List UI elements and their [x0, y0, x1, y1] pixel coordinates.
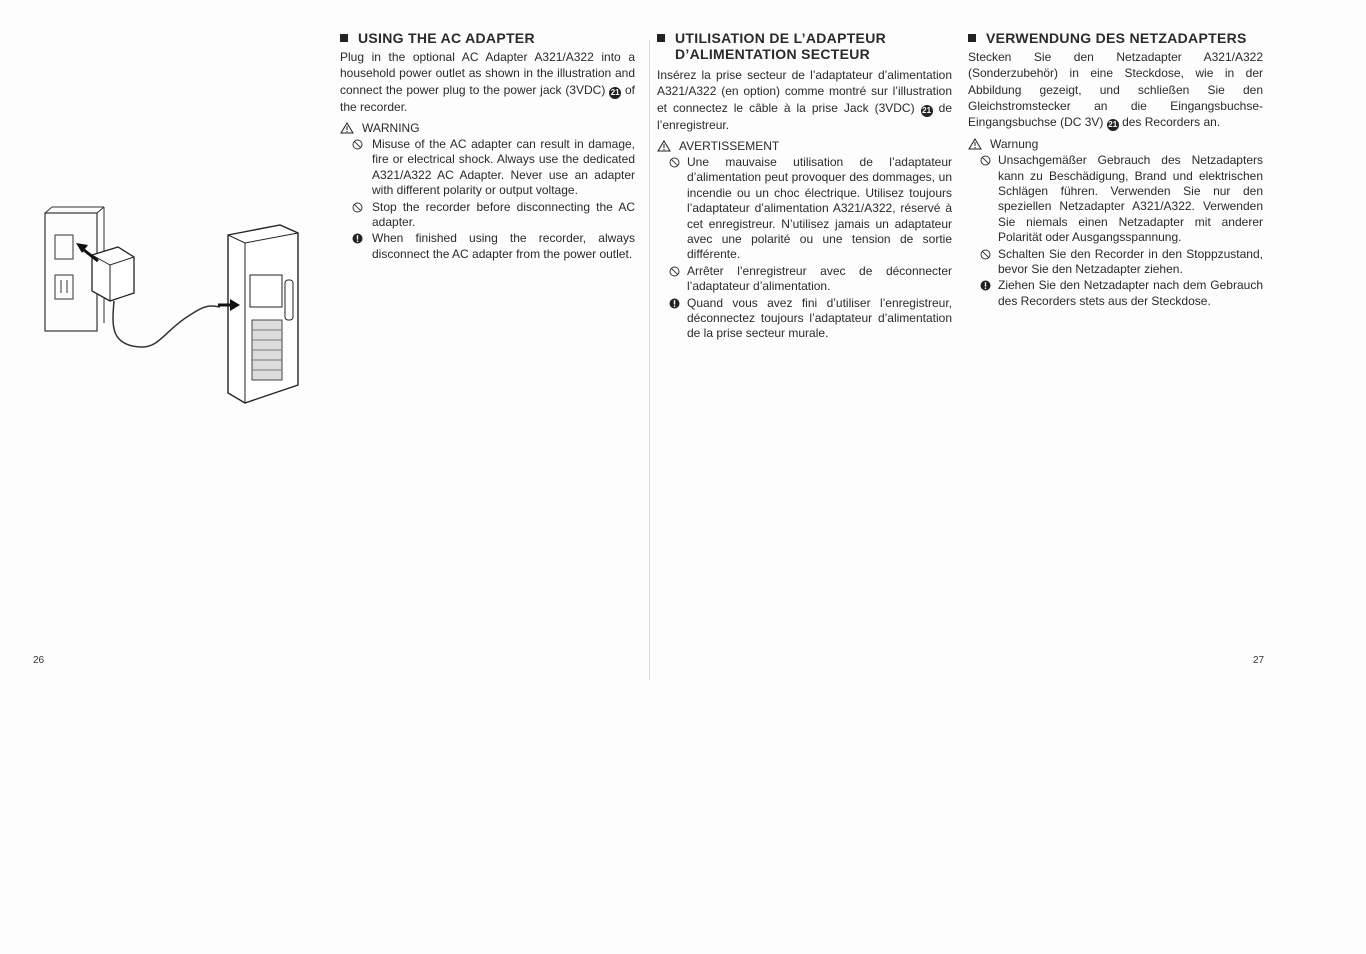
list-item: Quand vous avez fini d’utiliser l’enregistreur, déconnectez toujours l’adaptateur d’alimentation de la prise secteur murale.: [657, 296, 952, 342]
bullet-square-icon: [657, 34, 665, 42]
warning-title: Warnung: [968, 137, 1263, 151]
warning-triangle-icon: [657, 140, 671, 152]
list-item: Misuse of the AC adapter can result in damage, fire or electrical shock. Always use the dedicated A321/A322 AC Adapter. Never use an adapter with different polarity or output voltage.: [340, 137, 635, 199]
prohibited-icon: [669, 266, 680, 277]
list-item: When finished using the recorder, always disconnect the AC adapter from the power outlet.: [340, 231, 635, 262]
mandatory-icon: [669, 298, 680, 309]
jack-reference-icon: 21: [922, 105, 932, 115]
bullet-square-icon: [968, 34, 976, 42]
page-number-left: 26: [33, 655, 45, 666]
section-heading: UTILISATION DE L’ADAPTEUR D’ALIMENTATION SECTEUR: [657, 30, 952, 62]
warning-title: AVERTISSEMENT: [657, 139, 952, 153]
mandatory-icon: [980, 280, 991, 291]
warning-triangle-icon: [340, 122, 354, 134]
list-item: Une mauvaise utilisation de l’adaptateur d’alimentation peut provoquer des dommages, un incendie ou un choc électrique. Utilisez toujours l’adaptateur d’alimentation A321/A322, réservé à cet enregistreur. N’utilisez jamais un adaptateur avec une polarité ou une tension de sortie différente.: [657, 155, 952, 263]
intro-paragraph: Stecken Sie den Netzadapter A321/A322 (Sonderzubehör) in eine Steckdose, wie in der Abbildung gezeigt, und schließen Sie den Gleichstromstecker an die Eingangsbuchse-Eingangsbuchse (DC 3V) 21 des Recorders an.: [968, 50, 1263, 130]
warning-list: [657, 155, 952, 342]
intro-paragraph: Plug in the optional AC Adapter A321/A322 into a household power outlet as shown in the illustration and connect the power plug to the power jack (3VDC) 21 of the recorder.: [340, 50, 635, 114]
warning-title: WARNING: [340, 121, 635, 135]
german-section: [968, 30, 1263, 310]
french-section: [657, 30, 952, 343]
intro-paragraph: Insérez la prise secteur de l’adaptateur d’alimentation A321/A322 (en option) comme montré sur l’illustration et connectez le câble à la prise Jack (3VDC) 21 de l’enregistreur.: [657, 68, 952, 132]
bullet-square-icon: [340, 34, 348, 42]
prohibited-icon: [669, 157, 680, 168]
page-number-right: 27: [1253, 655, 1265, 666]
ac-adapter-illustration: [40, 205, 310, 415]
jack-reference-icon: 21: [610, 87, 620, 97]
page-divider: [649, 40, 650, 680]
left-page: [0, 0, 650, 954]
list-item: Unsachgemäßer Gebrauch des Netzadapters kann zu Beschädigung, Brand und elektrischen Schlägen führen. Verwenden Sie nur den speziellen Netzadapter A321/A322. Verwenden Sie niemals einen Netzadapter mit anderer Polarität oder Ausgangsspannung.: [968, 153, 1263, 245]
warning-list: [968, 153, 1263, 309]
prohibited-icon: [352, 139, 363, 150]
list-item: Ziehen Sie den Netzadapter nach dem Gebrauch des Recorders stets aus der Steckdose.: [968, 278, 1263, 309]
list-item: Arrêter l’enregistreur avec de déconnecter l’adaptateur d’alimentation.: [657, 264, 952, 295]
warning-triangle-icon: [968, 138, 982, 150]
warning-list: [340, 137, 635, 262]
section-heading: USING THE AC ADAPTER: [340, 30, 635, 46]
prohibited-icon: [980, 155, 991, 166]
list-item: Schalten Sie den Recorder in den Stoppzustand, bevor Sie den Netzadapter ziehen.: [968, 247, 1263, 278]
list-item: Stop the recorder before disconnecting the AC adapter.: [340, 200, 635, 231]
section-heading: VERWENDUNG DES NETZADAPTERS: [968, 30, 1263, 46]
mandatory-icon: [352, 233, 363, 244]
prohibited-icon: [352, 202, 363, 213]
jack-reference-icon: 21: [1108, 120, 1118, 130]
prohibited-icon: [980, 249, 991, 260]
english-section: [340, 30, 635, 263]
